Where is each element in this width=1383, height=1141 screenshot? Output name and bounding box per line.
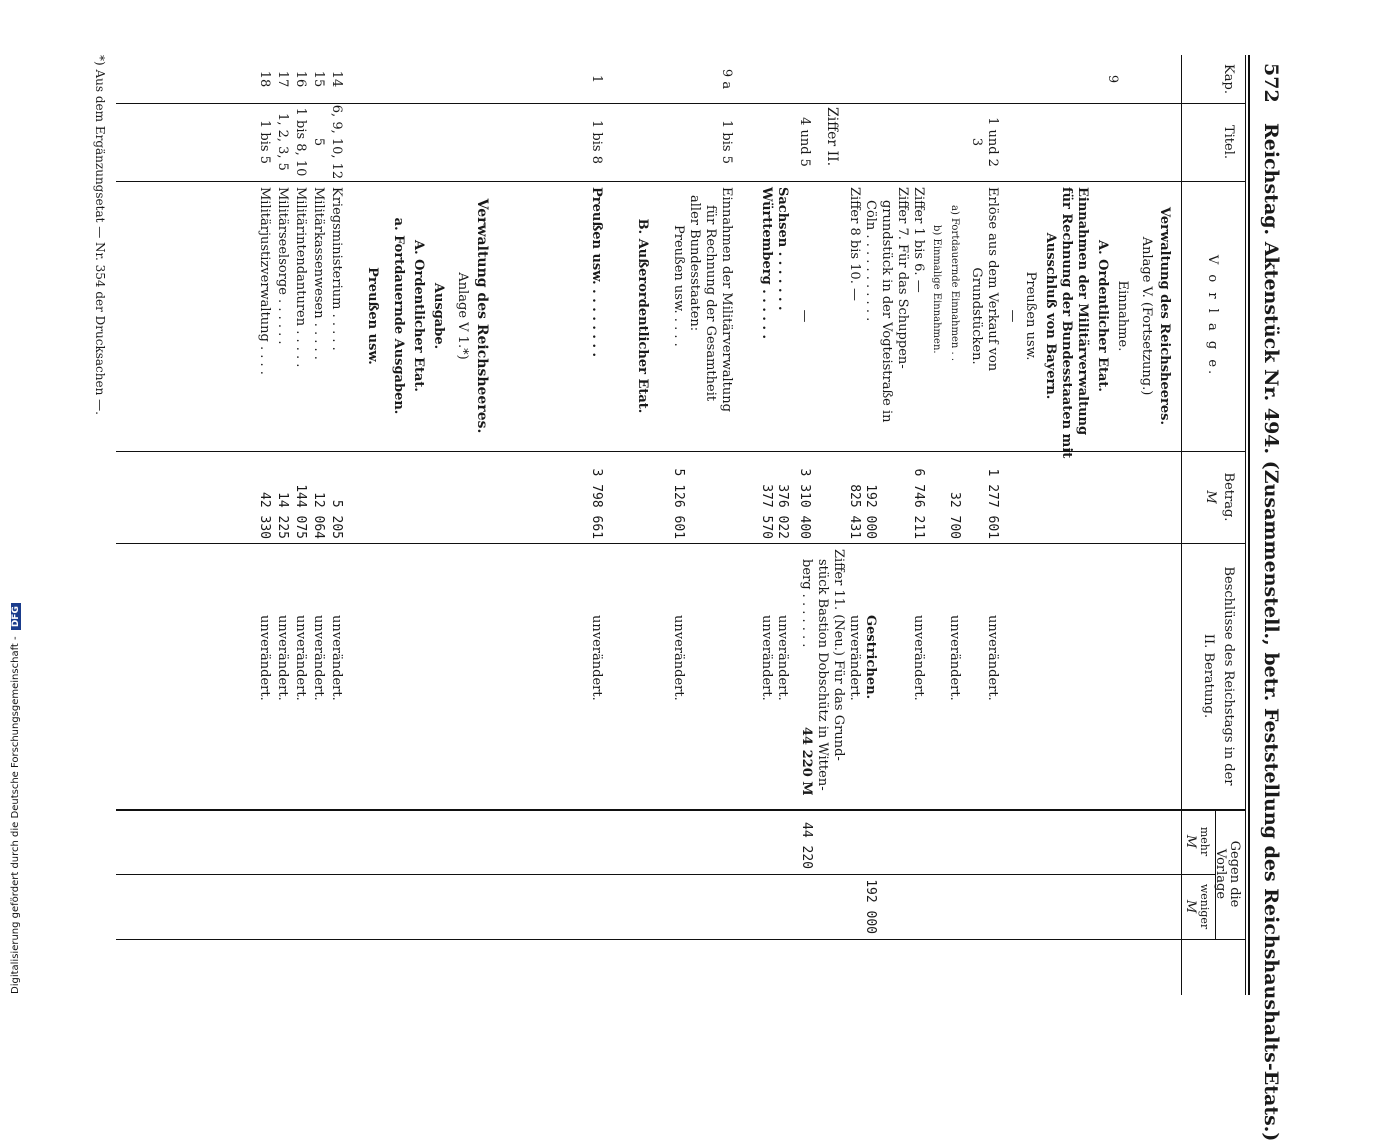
ausgabe-row-4-kap: 17 bbox=[275, 70, 290, 88]
preussen-label: Preußen usw. bbox=[1023, 271, 1038, 361]
ziffer-11-line-3: berg . . . . . . . bbox=[799, 559, 814, 648]
beschluss-unveraendert-2: unverändert. bbox=[947, 615, 962, 701]
ausgabe-row-4-res: unverändert. bbox=[275, 615, 290, 701]
ausgabe-row-2-kap: 15 bbox=[311, 70, 326, 88]
ausgabe-row-3-text: Militärintendanturen . . . . . bbox=[293, 187, 308, 368]
ziffer-1-bis-6: Ziffer 1 bis 6. — bbox=[911, 187, 926, 293]
header-rule-top bbox=[1248, 55, 1250, 995]
einnahmen-9a-line-4: Preußen usw. . . . . bbox=[671, 225, 686, 347]
col-header-vorlage: V o r l a g e. bbox=[1205, 254, 1220, 378]
col-rule-4 bbox=[116, 543, 1246, 544]
ausgabe-row-3-res: unverändert. bbox=[293, 615, 308, 701]
col-rule-5 bbox=[116, 809, 1246, 811]
titel-1-bis-5: 1 bis 5 bbox=[719, 120, 734, 164]
betrag-1277601: 1 277 601 bbox=[985, 468, 1000, 539]
einnahmen-line-1: Einnahmen der Militärverwaltung bbox=[1075, 187, 1090, 436]
ausgabe-row-1-text: Kriegsministerium . . . . . bbox=[329, 187, 344, 351]
titel-1-und-2: 1 und 2 bbox=[985, 117, 1000, 167]
beschluss-unveraendert-8: unverändert. bbox=[589, 615, 604, 701]
betrag-377570: 377 570 bbox=[759, 484, 774, 539]
einnahmen-9a-line-3: aller Bundesstaaten: bbox=[687, 195, 702, 332]
footnote: *) Aus dem Ergänzungsetat — Nr. 354 der Drucksachen —. bbox=[93, 55, 107, 415]
col-header-kap: Kap. bbox=[1221, 64, 1236, 94]
preussen-usw-b: Preußen usw. . . . . . . . . bbox=[589, 187, 604, 358]
digitization-credit-text: Digitalisierung gefördert durch die Deutsche Forschungsgemeinschaft - bbox=[10, 636, 21, 994]
page-title: Reichstag. Aktenstück Nr. 494. (Zusammenstell., betr. Feststellung des Reichshaushalts-Etats.) bbox=[1260, 123, 1282, 1141]
col-header-gegen: Gegen die bbox=[1227, 840, 1242, 908]
col-header-titel: Titel. bbox=[1221, 124, 1236, 160]
col-header-beschluesse: Beschlüsse des Reichstags in der bbox=[1221, 566, 1236, 786]
betrag-376022: 376 022 bbox=[775, 484, 790, 539]
digitization-credit bbox=[10, 603, 21, 994]
ordentlicher-etat-ausgabe: A. Ordentlicher Etat. bbox=[411, 240, 426, 392]
ziffer-11-value: 44 220 M bbox=[799, 727, 814, 796]
ausgabe-row-4-titel: 1, 2, 3, 5 bbox=[275, 113, 290, 171]
ausgabe-row-5-titel: 1 bis 5 bbox=[257, 120, 272, 164]
col-rule-2 bbox=[116, 181, 1246, 182]
ausgabe-row-4-betrag: 14 225 bbox=[275, 492, 290, 539]
col-header-betrag: Betrag. bbox=[1221, 472, 1236, 522]
betrag-5126601: 5 126 601 bbox=[671, 468, 686, 539]
erloese-line-2: Grundstücken. bbox=[969, 267, 984, 365]
col-header-weniger-unit: M bbox=[1183, 899, 1198, 914]
betrag-825431: 825 431 bbox=[847, 484, 862, 539]
ausserordentlicher-etat-heading: B. Außerordentlicher Etat. bbox=[635, 218, 650, 414]
section-heading: Verwaltung des Reichsheeres. bbox=[1157, 207, 1172, 425]
beschluss-unveraendert-4: unverändert. bbox=[847, 615, 862, 701]
ausgabe-heading: Ausgabe. bbox=[431, 282, 446, 350]
einmalige-einnahmen: b) Einmalige Einnahmen. bbox=[931, 225, 942, 354]
ordentlicher-etat-heading: A. Ordentlicher Etat. bbox=[1095, 240, 1110, 392]
kap-9a: 9 a bbox=[719, 68, 734, 90]
betrag-192000: 192 000 bbox=[863, 484, 878, 539]
ausgabe-row-1-titel: 6, 9, 10, 12 bbox=[329, 104, 344, 180]
section-subheading: Anlage V. (Fortsetzung.) bbox=[1139, 236, 1154, 396]
ausgabe-row-2-res: unverändert. bbox=[311, 615, 326, 701]
page-number: 572 bbox=[1260, 63, 1282, 103]
ausgabe-row-1-betrag: 5 205 bbox=[329, 499, 344, 539]
header-separator bbox=[1181, 55, 1182, 995]
col-header-beratung: II. Beratung. bbox=[1201, 633, 1216, 719]
col-rule-6 bbox=[116, 874, 1216, 875]
ausgabe-subheading: Anlage V 1.*) bbox=[455, 272, 470, 360]
titel-3: 3 bbox=[969, 137, 984, 147]
page-header bbox=[1246, 55, 1290, 1141]
ausgabe-row-5-res: unverändert. bbox=[257, 615, 272, 701]
ausgabe-section-heading: Verwaltung des Reichsheeres. bbox=[474, 198, 490, 434]
einnahmen-line-2: für Rechnung der Bundesstaaten mit bbox=[1059, 187, 1074, 459]
ausgabe-row-5-kap: 18 bbox=[257, 70, 272, 88]
fortdauernde-einnahmen: a) Fortdauernde Einnahmen . . bbox=[949, 205, 960, 362]
ziffer-ii-label: Ziffer II. bbox=[824, 107, 840, 167]
ausgabe-row-3-betrag: 144 075 bbox=[293, 484, 308, 539]
titel-4-und-5: 4 und 5 bbox=[797, 117, 812, 167]
mehr-44220: 44 220 bbox=[799, 822, 814, 869]
sachsen-label: Sachsen . . . . . . . bbox=[775, 187, 790, 311]
col-header-betrag-unit: M bbox=[1203, 490, 1218, 504]
ziffer-11-line-2: stück Bastion Dobschütz in Witten- bbox=[815, 559, 830, 791]
ziffer-7-line-1: Ziffer 7. Für das Schuppen- bbox=[895, 187, 910, 369]
ausgabe-row-4-text: Militärseelsorge . . . . . . bbox=[275, 187, 290, 345]
wuerttemberg-label: Württemberg . . . . . . bbox=[759, 187, 774, 340]
weniger-192000: 192 000 bbox=[863, 879, 878, 934]
ausgabe-row-2-titel: 5 bbox=[311, 137, 326, 147]
betrag-6746211: 6 746 211 bbox=[911, 468, 926, 539]
einnahmen-9a-line-1: Einnahmen der Militärverwaltung bbox=[719, 187, 734, 412]
einnahme-heading: Einnahme. bbox=[1115, 280, 1130, 352]
ziffer-11-line-1: Ziffer 11. (Neu.) Für das Grund- bbox=[831, 549, 846, 761]
ausgabe-row-2-text: Militärkassenwesen . . . . . bbox=[311, 187, 326, 360]
betrag-3310400: 3 310 400 bbox=[797, 468, 812, 539]
beschluss-gestrichen: Gestrichen. bbox=[863, 615, 878, 700]
kap-9: 9 bbox=[1105, 74, 1120, 84]
betrag-32700: 32 700 bbox=[947, 492, 962, 539]
col-header-mehr-unit: M bbox=[1183, 834, 1198, 849]
fortdauernde-ausgaben: a. Fortdauernde Ausgaben. bbox=[391, 217, 406, 415]
preussen-usw-ausgabe: Preußen usw. bbox=[365, 267, 380, 365]
einnahmen-line-3: Ausschluß von Bayern. bbox=[1043, 232, 1058, 400]
col-header-mehr: mehr bbox=[1198, 826, 1211, 857]
dfg-logo: DFG bbox=[11, 603, 21, 630]
dash-label-2: — bbox=[797, 309, 812, 323]
ausgabe-row-2-betrag: 12 064 bbox=[311, 492, 326, 539]
col-rule-7 bbox=[116, 939, 1246, 940]
ausgabe-row-3-kap: 16 bbox=[293, 70, 308, 88]
ausgabe-row-5-betrag: 42 330 bbox=[257, 492, 272, 539]
einnahmen-9a-line-2: für Rechnung der Gesamtheit bbox=[703, 205, 718, 402]
ausgabe-row-1-res: unverändert. bbox=[329, 615, 344, 701]
beschluss-unveraendert-3: unverändert. bbox=[911, 615, 926, 701]
ziffer-7-line-3: Cöln . . . . . . . . . . . bbox=[863, 200, 878, 322]
titel-1-bis-8: 1 bis 8 bbox=[589, 120, 604, 164]
ausgabe-row-3-titel: 1 bis 8, 10 bbox=[293, 107, 308, 177]
col-header-vorlage-small: Vorlage bbox=[1213, 848, 1228, 900]
ausgabe-row-5-text: Militärjustizverwaltung . . . . bbox=[257, 187, 272, 375]
beschluss-unveraendert-5: unverändert. bbox=[775, 615, 790, 701]
dash-label: — bbox=[1005, 309, 1020, 323]
beschluss-unveraendert-6: unverändert. bbox=[759, 615, 774, 701]
rotated-document-page bbox=[60, 55, 1290, 1141]
ziffer-7-line-2: grundstück in der Vogteistraße in bbox=[879, 200, 894, 423]
kap-1: 1 bbox=[589, 74, 604, 84]
beschluss-unveraendert-7: unverändert. bbox=[671, 615, 686, 701]
beschluss-unveraendert-1: unverändert. bbox=[985, 615, 1000, 701]
erloese-line-1: Erlöse aus dem Verkauf von bbox=[985, 187, 1000, 372]
header-rule-bottom bbox=[1245, 55, 1246, 995]
betrag-3798661: 3 798 661 bbox=[589, 468, 604, 539]
ziffer-8-bis-10: Ziffer 8 bis 10. — bbox=[847, 187, 862, 301]
col-header-weniger: weniger bbox=[1198, 883, 1211, 930]
ausgabe-row-1-kap: 14 bbox=[329, 70, 344, 88]
